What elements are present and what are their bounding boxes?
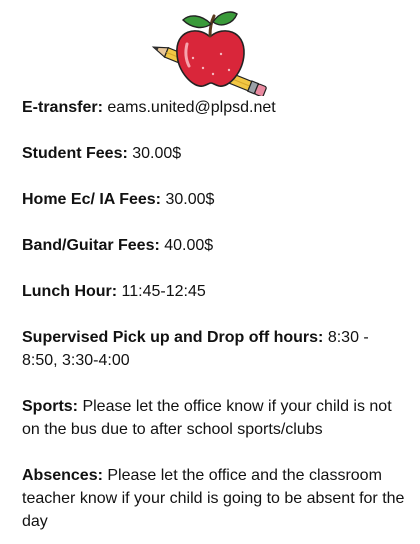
info-label: Supervised Pick up and Drop off hours:: [22, 329, 324, 346]
info-value: 30.00$: [127, 145, 182, 162]
info-item-band-guitar-fees: [22, 234, 406, 257]
info-item-home-ec-ia-fees: [22, 188, 406, 211]
info-value: Please let the office and the classroom teacher know if your child is going to be absent for the day: [22, 467, 405, 530]
info-item-lunch-hour: [22, 280, 406, 303]
info-label: Sports:: [22, 398, 78, 415]
info-item-e-transfer: [22, 96, 406, 119]
info-label: Lunch Hour:: [22, 283, 118, 300]
info-value: 11:45-12:45: [117, 283, 206, 300]
info-item-absences: [22, 464, 406, 533]
info-value: 40.00$: [159, 237, 214, 254]
info-item-student-fees: [22, 142, 406, 165]
info-value: 30.00$: [161, 191, 215, 208]
info-value: Please let the office know if your child is not on the bus due to after school sports/clubs: [22, 398, 392, 438]
info-value: eams.united@plpsd.net: [102, 99, 276, 116]
info-item-sports: [22, 395, 406, 441]
apple-with-pencil-icon: [145, 8, 275, 96]
info-label: Home Ec/ IA Fees:: [22, 191, 162, 208]
info-label: Absences:: [22, 467, 103, 484]
info-label: Band/Guitar Fees:: [22, 237, 160, 254]
info-label: Student Fees:: [22, 145, 128, 162]
info-label: E-transfer:: [22, 99, 103, 116]
school-info-list: [22, 96, 406, 533]
info-item-supervised-hours: [22, 326, 406, 372]
info-value: 8:30 - 8:50, 3:30-4:00: [22, 329, 369, 369]
